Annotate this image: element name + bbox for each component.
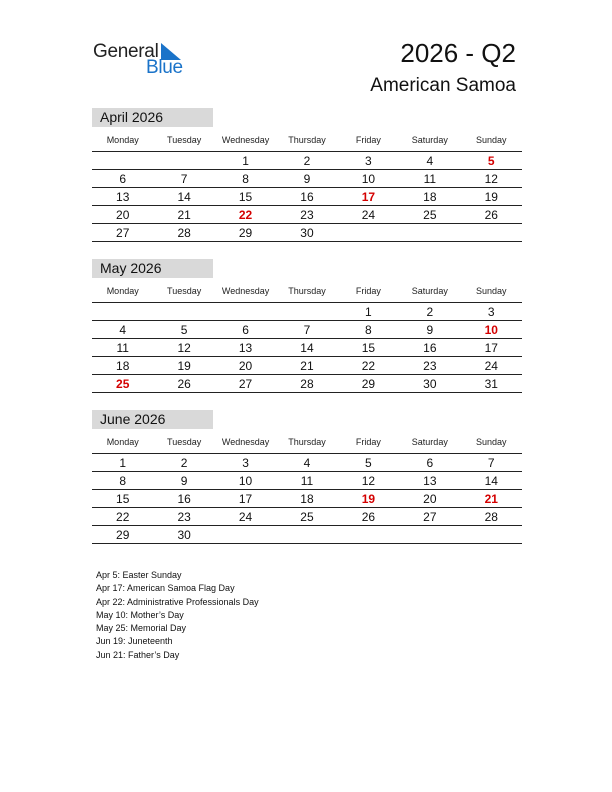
day-cell: 27 — [238, 376, 253, 391]
day-cell: 10 — [238, 473, 253, 488]
day-cell: 25 — [423, 207, 437, 222]
day-cell: 23 — [177, 509, 191, 524]
week-row — [92, 302, 522, 320]
day-cell: 12 — [361, 473, 376, 488]
day-cell: 17 — [361, 189, 376, 204]
day-cell: 15 — [238, 189, 253, 204]
month-calendar — [92, 108, 522, 242]
day-cell: 27 — [423, 509, 437, 524]
weekday-label: Tuesday — [167, 135, 202, 145]
day-cell: 16 — [423, 340, 437, 355]
day-cell: 19 — [361, 491, 376, 506]
weekday-label: Sunday — [475, 135, 507, 145]
weekday-label: Saturday — [411, 286, 448, 296]
day-cell: 20 — [238, 358, 253, 373]
month-calendar — [92, 410, 522, 544]
day-cell: 23 — [300, 207, 314, 222]
holiday-entry: Apr 5: Easter Sunday — [96, 570, 182, 580]
day-cell: 14 — [177, 189, 191, 204]
day-cell: 26 — [361, 509, 376, 524]
weekday-label: Thursday — [288, 286, 326, 296]
day-cell: 1 — [242, 153, 249, 168]
day-cell: 21 — [177, 207, 191, 222]
weekday-label: Monday — [106, 135, 139, 145]
week-row — [92, 453, 522, 471]
day-cell: 16 — [177, 491, 191, 506]
day-cell: 5 — [180, 322, 188, 337]
day-cell: 22 — [361, 358, 376, 373]
day-cell: 13 — [238, 340, 253, 355]
week-row — [92, 489, 522, 507]
week-row — [92, 374, 522, 393]
day-cell: 8 — [365, 322, 372, 337]
day-cell: 22 — [238, 207, 253, 222]
day-cell: 30 — [423, 376, 437, 391]
day-cell: 14 — [484, 473, 498, 488]
week-row — [92, 338, 522, 356]
weekday-label: Wednesday — [221, 286, 270, 296]
weekday-label: Saturday — [411, 437, 448, 447]
weekday-label: Thursday — [288, 437, 326, 447]
week-row — [92, 187, 522, 205]
week-row — [92, 356, 522, 374]
day-cell: 3 — [487, 304, 495, 319]
day-cell: 29 — [238, 225, 253, 240]
day-cell: 29 — [116, 527, 130, 542]
day-cell: 24 — [361, 207, 376, 222]
week-row — [92, 471, 522, 489]
day-cell: 10 — [484, 322, 498, 337]
weekday-label: Monday — [106, 286, 139, 296]
day-cell: 14 — [300, 340, 314, 355]
day-cell: 6 — [119, 171, 127, 186]
month-label: May 2026 — [92, 259, 213, 278]
day-cell: 19 — [177, 358, 191, 373]
day-cell: 2 — [426, 304, 434, 319]
weekday-label: Wednesday — [221, 437, 270, 447]
day-cell: 1 — [365, 304, 372, 319]
holiday-entry: May 25: Memorial Day — [96, 623, 187, 634]
day-cell: 13 — [423, 473, 437, 488]
day-cell: 28 — [177, 225, 191, 240]
day-cell: 18 — [300, 491, 314, 506]
day-cell: 21 — [484, 491, 498, 506]
day-cell: 4 — [119, 322, 127, 337]
day-cell: 29 — [361, 376, 376, 391]
week-row — [92, 151, 522, 169]
day-cell: 7 — [180, 171, 188, 186]
week-row — [92, 169, 522, 187]
weekday-label: Tuesday — [167, 286, 202, 296]
weekday-label: Sunday — [475, 437, 507, 447]
day-cell: 11 — [423, 171, 437, 186]
day-cell: 22 — [116, 509, 130, 524]
week-row — [92, 507, 522, 525]
week-row — [92, 223, 522, 242]
day-cell: 24 — [484, 358, 498, 373]
day-cell: 5 — [365, 455, 372, 470]
day-cell: 13 — [116, 189, 130, 204]
day-cell: 17 — [238, 491, 253, 506]
day-cell: 30 — [177, 527, 191, 542]
day-cell: 19 — [484, 189, 498, 204]
holiday-entry: Jun 21: Father’s Day — [96, 649, 180, 660]
weekday-header-row — [92, 431, 522, 453]
day-cell: 10 — [361, 171, 376, 186]
day-cell: 26 — [484, 207, 498, 222]
day-cell: 27 — [116, 225, 130, 240]
weekday-header-row — [92, 129, 522, 151]
weekday-label: Sunday — [475, 286, 507, 296]
day-cell: 9 — [303, 171, 311, 186]
logo-text-blue: Blue — [146, 57, 183, 78]
day-cell: 18 — [116, 358, 130, 373]
day-cell: 6 — [242, 322, 249, 337]
day-cell: 7 — [303, 322, 311, 337]
holiday-entry: May 10: Mother’s Day — [96, 609, 184, 620]
holiday-entry: Apr 22: Administrative Professionals Day — [96, 596, 259, 607]
day-cell: 25 — [116, 376, 130, 391]
week-row — [92, 525, 522, 544]
day-cell: 25 — [300, 509, 314, 524]
day-cell: 28 — [484, 509, 498, 524]
weekday-label: Friday — [355, 437, 381, 447]
weekday-label: Thursday — [288, 135, 326, 145]
day-cell: 2 — [303, 153, 311, 168]
day-cell: 4 — [303, 455, 311, 470]
day-cell: 8 — [242, 171, 249, 186]
weekday-label: Monday — [106, 437, 139, 447]
holiday-list — [96, 569, 259, 662]
weekday-label: Tuesday — [167, 437, 202, 447]
day-cell: 26 — [177, 376, 191, 391]
page-title: 2026 - Q2 — [400, 38, 516, 68]
day-cell: 2 — [180, 455, 188, 470]
month-label: April 2026 — [92, 108, 213, 127]
weekday-label: Saturday — [411, 135, 448, 145]
day-cell: 24 — [238, 509, 253, 524]
day-cell: 21 — [300, 358, 314, 373]
day-cell: 9 — [180, 473, 188, 488]
logo-text-general: General — [93, 41, 159, 62]
day-cell: 20 — [116, 207, 130, 222]
page-subtitle: American Samoa — [370, 75, 516, 96]
day-cell: 15 — [116, 491, 130, 506]
day-cell: 28 — [300, 376, 314, 391]
day-cell: 20 — [423, 491, 437, 506]
day-cell: 11 — [116, 340, 129, 355]
logo — [93, 40, 193, 80]
day-cell: 31 — [484, 376, 498, 391]
day-cell: 12 — [177, 340, 191, 355]
day-cell: 8 — [119, 473, 127, 488]
week-row — [92, 320, 522, 338]
day-cell: 15 — [361, 340, 376, 355]
weekday-label: Friday — [355, 286, 381, 296]
day-cell: 9 — [426, 322, 434, 337]
holiday-entry: Jun 19: Juneteenth — [96, 636, 173, 647]
day-cell: 3 — [365, 153, 372, 168]
holiday-entry: Apr 17: American Samoa Flag Day — [96, 583, 235, 594]
day-cell: 23 — [423, 358, 437, 373]
day-cell: 6 — [426, 455, 434, 470]
day-cell: 11 — [300, 473, 314, 488]
weekday-label: Friday — [355, 135, 381, 145]
day-cell: 18 — [423, 189, 437, 204]
month-calendar — [92, 259, 522, 393]
week-row — [92, 205, 522, 223]
day-cell: 17 — [484, 340, 498, 355]
month-label: June 2026 — [92, 410, 213, 429]
day-cell: 16 — [300, 189, 314, 204]
weekday-label: Wednesday — [221, 135, 270, 145]
day-cell: 5 — [487, 153, 495, 168]
day-cell: 12 — [484, 171, 498, 186]
day-cell: 3 — [242, 455, 249, 470]
day-cell: 1 — [119, 455, 127, 470]
weekday-header-row — [92, 280, 522, 302]
day-cell: 7 — [487, 455, 495, 470]
day-cell: 30 — [300, 225, 314, 240]
day-cell: 4 — [426, 153, 434, 168]
